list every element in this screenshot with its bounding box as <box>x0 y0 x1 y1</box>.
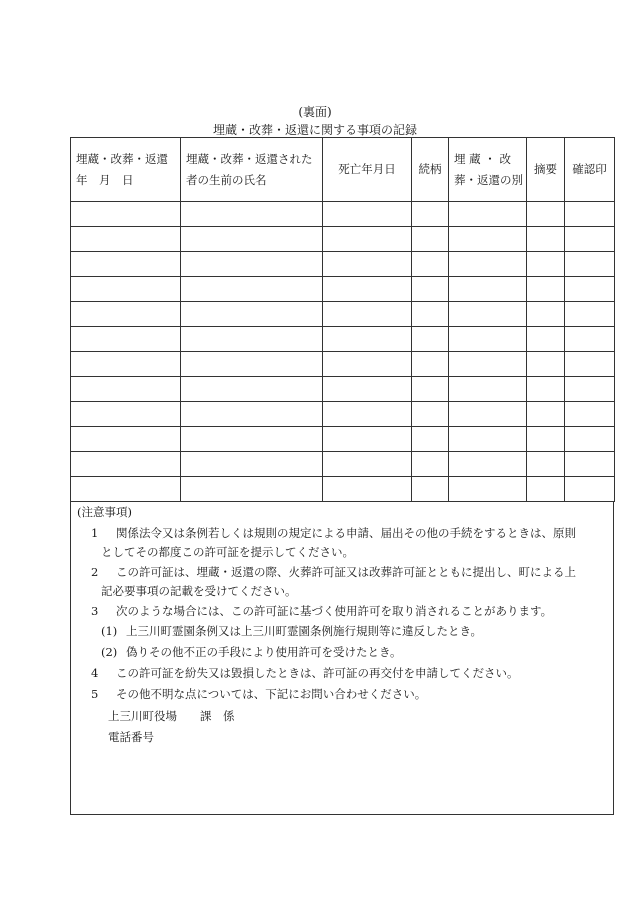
note-item-5-number: 5 <box>91 687 99 701</box>
notes-section <box>70 501 614 815</box>
table-cell[interactable] <box>412 402 449 427</box>
header-name-label: 埋蔵・改葬・返還された者の生前の氏名 <box>186 151 313 187</box>
table-cell[interactable] <box>565 427 615 452</box>
table-cell[interactable] <box>449 327 527 352</box>
table-cell[interactable] <box>527 327 565 352</box>
table-cell[interactable] <box>181 402 323 427</box>
table-cell[interactable] <box>449 477 527 502</box>
table-cell[interactable] <box>449 402 527 427</box>
table-cell[interactable] <box>449 377 527 402</box>
table-cell[interactable] <box>181 352 323 377</box>
table-row <box>71 352 615 377</box>
table-cell[interactable] <box>527 252 565 277</box>
table-cell[interactable] <box>323 302 412 327</box>
table-cell[interactable] <box>565 227 615 252</box>
header-type-label: 埋 蔵 ・ 改葬・返還の別 <box>454 151 523 187</box>
table-cell[interactable] <box>71 277 181 302</box>
note-sub-item-1-text: 上三川町霊園条例又は上三川町霊園条例施行規則等に違反したとき。 <box>126 624 483 638</box>
table-header-row <box>71 138 615 202</box>
note-item-2-number: 2 <box>91 565 99 579</box>
record-table-body <box>71 202 615 502</box>
table-cell[interactable] <box>71 402 181 427</box>
header-type <box>449 138 527 202</box>
table-row <box>71 227 615 252</box>
table-cell[interactable] <box>323 202 412 227</box>
header-relation <box>412 138 449 202</box>
table-cell[interactable] <box>181 427 323 452</box>
table-row <box>71 452 615 477</box>
table-cell[interactable] <box>412 477 449 502</box>
note-item-4-text: この許可証を紛失又は毀損したときは、許可証の再交付を申請してください。 <box>116 666 519 680</box>
table-cell[interactable] <box>527 352 565 377</box>
table-cell[interactable] <box>527 477 565 502</box>
table-cell[interactable] <box>71 477 181 502</box>
table-cell[interactable] <box>527 277 565 302</box>
table-row <box>71 427 615 452</box>
record-table <box>70 137 615 502</box>
table-row <box>71 377 615 402</box>
table-row <box>71 402 615 427</box>
table-cell[interactable] <box>412 327 449 352</box>
table-cell[interactable] <box>71 327 181 352</box>
table-cell[interactable] <box>71 302 181 327</box>
note-item-3-text: 次のような場合には、この許可証に基づく使用許可を取り消されることがあります。 <box>116 604 553 618</box>
page-side-note: (裏面) <box>298 105 332 119</box>
table-cell[interactable] <box>323 277 412 302</box>
table-cell[interactable] <box>565 377 615 402</box>
table-cell[interactable] <box>565 277 615 302</box>
table-cell[interactable] <box>323 477 412 502</box>
note-item-4-number: 4 <box>91 666 99 680</box>
table-cell[interactable] <box>323 402 412 427</box>
table-row <box>71 202 615 227</box>
table-cell[interactable] <box>412 252 449 277</box>
table-cell[interactable] <box>412 452 449 477</box>
table-cell[interactable] <box>323 327 412 352</box>
table-cell[interactable] <box>565 352 615 377</box>
table-cell[interactable] <box>449 352 527 377</box>
table-cell[interactable] <box>71 452 181 477</box>
table-cell[interactable] <box>449 427 527 452</box>
table-cell[interactable] <box>323 227 412 252</box>
table-cell[interactable] <box>565 452 615 477</box>
table-cell[interactable] <box>565 302 615 327</box>
table-cell[interactable] <box>323 427 412 452</box>
table-row <box>71 477 615 502</box>
note-item-2-text: この許可証は、埋蔵・返還の際、火葬許可証又は改葬許可証とともに提出し、町による上 <box>116 565 576 579</box>
table-cell[interactable] <box>565 402 615 427</box>
header-date <box>71 138 181 202</box>
table-cell[interactable] <box>181 477 323 502</box>
table-cell[interactable] <box>527 402 565 427</box>
table-cell[interactable] <box>71 352 181 377</box>
table-cell[interactable] <box>71 252 181 277</box>
table-cell[interactable] <box>449 227 527 252</box>
table-cell[interactable] <box>71 202 181 227</box>
table-row <box>71 252 615 277</box>
table-cell[interactable] <box>181 227 323 252</box>
table-row <box>71 302 615 327</box>
table-cell[interactable] <box>323 452 412 477</box>
table-cell[interactable] <box>181 202 323 227</box>
header-death-date-label: 死亡年月日 <box>338 162 396 176</box>
table-cell[interactable] <box>527 202 565 227</box>
table-cell[interactable] <box>412 377 449 402</box>
table-cell[interactable] <box>412 352 449 377</box>
header-name <box>181 138 323 202</box>
note-item-1-text-cont: としてその都度この許可証を提示してください。 <box>101 545 354 559</box>
header-date-label: 埋蔵・改葬・返還 年 月 日 <box>76 151 168 187</box>
table-cell[interactable] <box>565 477 615 502</box>
table-row <box>71 327 615 352</box>
table-cell[interactable] <box>412 202 449 227</box>
table-cell[interactable] <box>71 377 181 402</box>
table-cell[interactable] <box>412 427 449 452</box>
table-cell[interactable] <box>527 452 565 477</box>
table-cell[interactable] <box>181 302 323 327</box>
notes-heading: (注意事項) <box>77 505 132 519</box>
header-death-date <box>323 138 412 202</box>
table-cell[interactable] <box>565 327 615 352</box>
contact-phone: 電話番号 <box>108 730 154 744</box>
note-item-5-text: その他不明な点については、下記にお問い合わせください。 <box>116 687 427 701</box>
table-cell[interactable] <box>449 302 527 327</box>
table-cell[interactable] <box>412 227 449 252</box>
table-cell[interactable] <box>181 377 323 402</box>
table-cell[interactable] <box>181 277 323 302</box>
header-relation-label: 続柄 <box>418 162 442 176</box>
table-cell[interactable] <box>449 452 527 477</box>
header-summary <box>527 138 565 202</box>
table-row <box>71 277 615 302</box>
table-cell[interactable] <box>181 327 323 352</box>
page-title: 埋蔵・改葬・返還に関する事項の記録 <box>212 123 417 137</box>
table-cell[interactable] <box>527 377 565 402</box>
note-item-3-number: 3 <box>91 604 99 618</box>
table-cell[interactable] <box>323 377 412 402</box>
table-cell[interactable] <box>323 252 412 277</box>
note-sub-item-2-text: 偽りその他不正の手段により使用許可を受けたとき。 <box>126 645 402 659</box>
table-cell[interactable] <box>71 227 181 252</box>
note-item-1-number: 1 <box>91 526 99 540</box>
table-cell[interactable] <box>71 427 181 452</box>
table-cell[interactable] <box>565 252 615 277</box>
table-cell[interactable] <box>181 452 323 477</box>
header-summary-label: 摘要 <box>534 162 557 176</box>
table-cell[interactable] <box>449 202 527 227</box>
table-cell[interactable] <box>527 427 565 452</box>
header-seal <box>565 138 615 202</box>
table-cell[interactable] <box>565 202 615 227</box>
table-cell[interactable] <box>412 302 449 327</box>
table-cell[interactable] <box>527 227 565 252</box>
table-cell[interactable] <box>449 252 527 277</box>
table-cell[interactable] <box>412 277 449 302</box>
header-seal-label: 確認印 <box>572 162 607 176</box>
table-cell[interactable] <box>181 252 323 277</box>
note-item-1-text: 関係法令又は条例若しくは規則の規定による申請、届出その他の手続をするときは、原則 <box>116 526 576 540</box>
table-cell[interactable] <box>527 302 565 327</box>
note-item-2-text-cont: 記必要事項の記載を受けてください。 <box>101 584 297 598</box>
note-sub-item-2-number: (2) <box>101 645 118 659</box>
table-cell[interactable] <box>323 352 412 377</box>
note-sub-item-1-number: (1) <box>101 624 118 638</box>
table-cell[interactable] <box>449 277 527 302</box>
contact-office: 上三川町役場 課 係 <box>108 709 235 723</box>
